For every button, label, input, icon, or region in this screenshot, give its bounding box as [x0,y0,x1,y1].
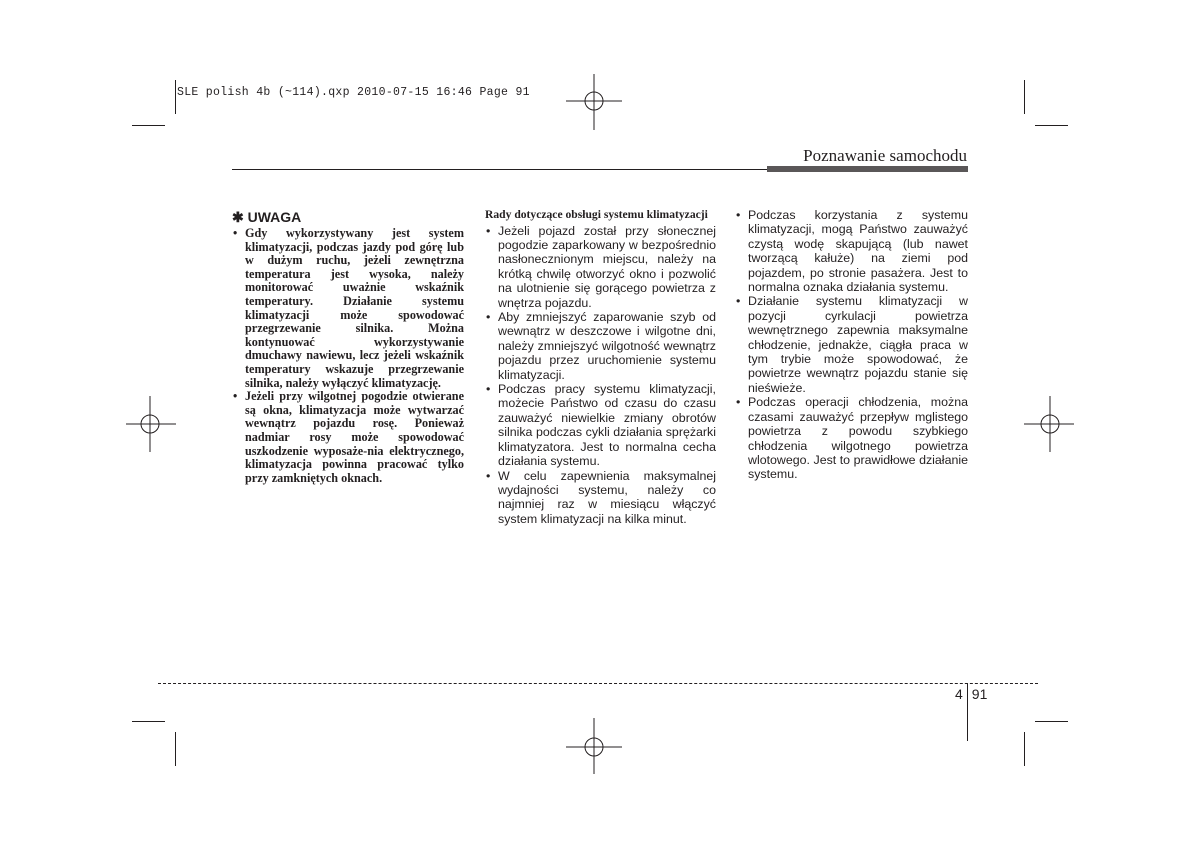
page-number-value: 91 [971,686,988,702]
tip-item: • Aby zmniejszyć zaparowanie szyb od wewnątrz w deszczowe i wilgotne dni, należy zmniejszyć wilgotność wewnątrz pojazdu przez uruchomienie systemu klimatyzacji. [485,310,716,382]
warning-item: • Gdy wykorzystywany jest system klimatyzacji, podczas jazdy pod górę lub w dużym ruchu, jeżeli zewnętrzna temperatura jest wysoka, należy monitorować uważnie wskaźnik temperatury. Działanie systemu klimatyzacji może spowodować przegrzewanie silnika. Można kontynuować wykorzystywanie dmuchawy nawiewu, lecz jeżeli wskaźnik temperatury wskazuje przegrzewanie silnika, należy wyłączyć klimatyzację. [232,227,464,390]
tips-section [485,208,716,526]
page-number [955,686,987,702]
tips-continued-list [735,208,968,482]
crop-mark-top-left-h [132,125,165,126]
warning-item: • Jeżeli przy wilgotnej pogodzie otwierane są okna, klimatyzacja może wytwarzać wewnątrz pojazdu rosę. Ponieważ nadmiar rosy może spowodować uszkodzenie wyposaże-nia elektrycznego, klimatyzacja powinna pracować tylko przy zamkniętych oknach. [232,390,464,485]
crop-mark-bottom-right-h [1035,721,1068,722]
crop-mark-top-right-v [1024,80,1025,114]
header-bar [767,166,968,172]
tips-continued-section [735,208,968,482]
registration-mark-right-icon [1024,396,1074,452]
tip-item: • Jeżeli pojazd został przy słonecznej pogodzie zaparkowany w bezpośrednio nasłonecznionym miejscu, należy na krótką chwilę otworzyć okno i pozwolić na ulotnienie się gorącego powietrza z wnętrza pojazdu. [485,224,716,310]
tip-item: • W celu zapewnienia maksymalnej wydajności systemu, należy co najmniej raz w miesiącu włączyć system klimatyzacji na kilka minut. [485,469,716,527]
crop-mark-top-right-h [1035,125,1068,126]
tip-item: • Działanie systemu klimatyzacji w pozycji cyrkulacji powietrza wewnętrznego zapewnia maksymalne chłodzenie, jednakże, ciągła praca w tym trybie może spowodować, że powietrze wewnątrz pojazdu stanie się nieświeże. [735,294,968,395]
crop-mark-bottom-left-v [175,732,176,766]
tips-heading: Rady dotyczące obsługi systemu klimatyzacji [485,208,708,221]
crop-mark-top-left-v [175,80,176,114]
section-title: Poznawanie samochodu [803,146,967,165]
footer-dotted-rule [158,683,1038,684]
registration-mark-left-icon [126,396,176,452]
crop-mark-bottom-left-h [132,721,165,722]
warning-box [232,208,464,485]
registration-mark-top-icon [566,74,622,130]
print-slug-line: SLE polish 4b (~114).qxp 2010-07-15 16:46 Page 91 [177,86,530,99]
tip-item: • Podczas operacji chłodzenia, można czasami zauważyć przepływ mglistego powietrza z powodu szybkiego chłodzenia wilgotnego powietrza wlotowego. Jest to prawidłowe działanie systemu. [735,395,968,481]
warning-list [232,227,464,485]
warning-heading: ✱ UWAGA [232,209,302,225]
tip-item: • Podczas pracy systemu klimatyzacji, możecie Państwo od czasu do czasu zauważyć niewielkie zmiany obrotów silnika podczas cykli działania sprężarki klimatyzatora. Jest to normalna cecha działania systemu. [485,382,716,468]
tip-item: • Podczas korzystania z systemu klimatyzacji, mogą Państwo zauważyć czystą wodę skapującą (lub nawet tworzącą kałuże) na ziemi pod pojazdem, po stronie pasażera. Jest to normalna oznaka działania systemu. [735,208,968,294]
registration-mark-bottom-icon [566,718,622,774]
crop-mark-bottom-right-v [1024,732,1025,766]
chapter-number: 4 [955,686,963,702]
tips-list [485,224,716,527]
